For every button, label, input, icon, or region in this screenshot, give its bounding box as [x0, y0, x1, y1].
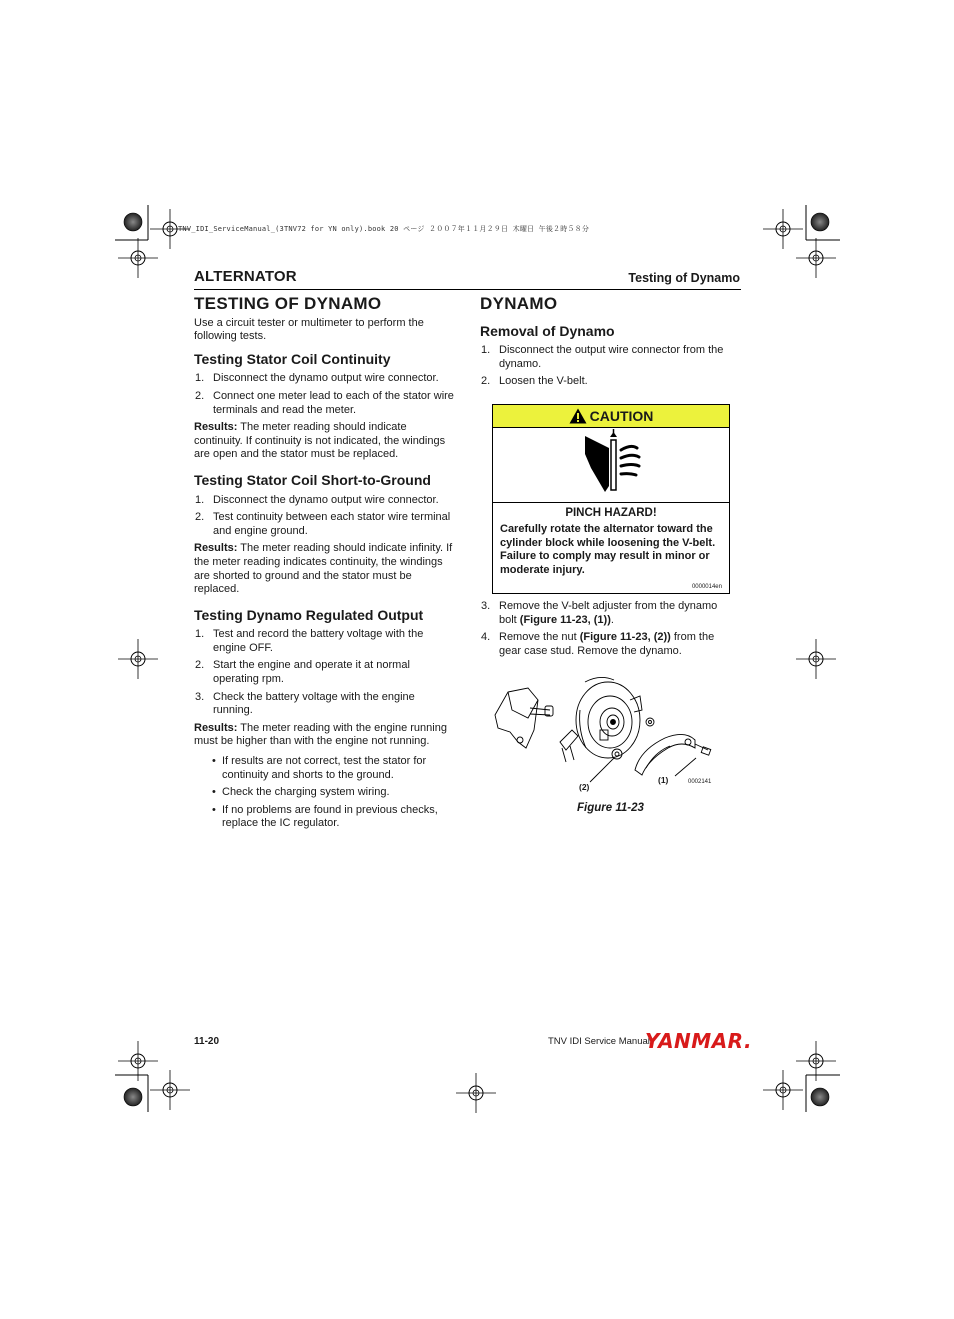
callout-1: (1)	[658, 775, 669, 785]
heading-removal: Removal of Dynamo	[480, 322, 615, 339]
caution-box	[492, 404, 730, 594]
hand-pinch-icon	[493, 428, 729, 502]
continuity-results: Results: The meter reading should indicate continuity. If continuity is not indicated, the windings are open and the stator must be replaced.	[194, 421, 446, 461]
list-item: 2. Test continuity between each stator wire terminal and engine ground.	[195, 511, 451, 537]
callout-2: (2)	[579, 782, 590, 792]
page-title: TESTING OF DYNAMO	[194, 294, 382, 313]
figure-code: 0002141	[688, 779, 712, 785]
caution-body	[493, 503, 729, 577]
hazard-title: PINCH HAZARD!	[565, 507, 657, 519]
list-item: 2. Start the engine and operate it at normal operating rpm.	[195, 659, 410, 686]
output-results: Results: The meter reading with the engine running must be higher than with the engine not running.	[194, 721, 447, 748]
list-item: 3. Remove the V-belt adjuster from the dynamo bolt (Figure 11-23, (1)).	[481, 600, 718, 626]
header-rule	[194, 289, 741, 290]
heading-short-to-ground: Testing Stator Coil Short-to-Ground	[194, 471, 431, 488]
yanmar-logo: YANMAR.	[645, 1029, 753, 1053]
bullet-item: • If no problems are found in previous checks, replace the IC regulator.	[194, 804, 456, 831]
dynamo-figure	[490, 670, 730, 800]
right-column	[480, 294, 730, 393]
list-item: 3. Check the battery voltage with the engine running.	[195, 690, 415, 717]
removal-steps-a	[480, 344, 730, 389]
dynamo-title: DYNAMO	[480, 294, 558, 313]
removal-steps-b-wrapper	[480, 600, 730, 662]
list-item: 1. Test and record the battery voltage with the engine OFF.	[195, 628, 424, 654]
bullet-item: • Check the charging system wiring.	[194, 786, 456, 800]
output-bullets	[194, 755, 456, 831]
print-info-line: TNV_IDI_ServiceManual_(3TNV72 for YN only).book 20 ページ ２００７年１１月２９日 木曜日 午後２時５８分	[178, 225, 590, 233]
short-results: Results: The meter reading should indicate infinity. If the meter reading indicates continuity, the windings are shorted to ground and the stator must be replaced.	[194, 542, 453, 596]
heading-regulated-output: Testing Dynamo Regulated Output	[194, 606, 424, 623]
figure-caption: Figure 11-23	[577, 802, 644, 814]
heading-continuity: Testing Stator Coil Continuity	[194, 350, 391, 367]
list-item: 4. Remove the nut (Figure 11-23, (2)) from the gear case stud. Remove the dynamo.	[481, 631, 715, 657]
caution-code: 0000014en	[691, 584, 722, 590]
pinch-hazard-pictogram	[493, 428, 729, 503]
section-header: ALTERNATOR	[194, 268, 297, 285]
list-item: 2. Loosen the V-belt.	[481, 375, 588, 388]
topic-header: Testing of Dynamo	[628, 271, 740, 285]
continuity-steps	[194, 372, 456, 417]
page-number: 11-20	[194, 1036, 220, 1047]
list-item: 1. Disconnect the dynamo output wire connector.	[195, 372, 439, 385]
list-item: 2. Connect one meter lead to each of the stator wire terminals and read the meter.	[195, 389, 454, 416]
caution-text: Carefully rotate the alternator toward the cylinder block while loosening the V-belt. Failure to comply may result in minor or moderate injury.	[500, 523, 716, 576]
list-item: 1. Disconnect the dynamo output wire connector.	[195, 493, 439, 506]
caution-label: CAUTION	[589, 408, 654, 424]
intro-text: Use a circuit tester or multimeter to perform the following tests.	[194, 316, 424, 343]
manual-name: TNV IDI Service Manual	[548, 1036, 650, 1047]
list-item: 1. Disconnect the output wire connector from the dynamo.	[481, 344, 724, 370]
caution-header	[493, 405, 729, 428]
left-column	[194, 294, 456, 835]
output-steps	[194, 628, 456, 718]
removal-steps-b	[480, 600, 730, 658]
warning-triangle-icon	[569, 408, 587, 424]
short-steps	[194, 494, 456, 539]
bullet-item: • If results are not correct, test the stator for continuity and shorts to the ground.	[194, 755, 456, 782]
